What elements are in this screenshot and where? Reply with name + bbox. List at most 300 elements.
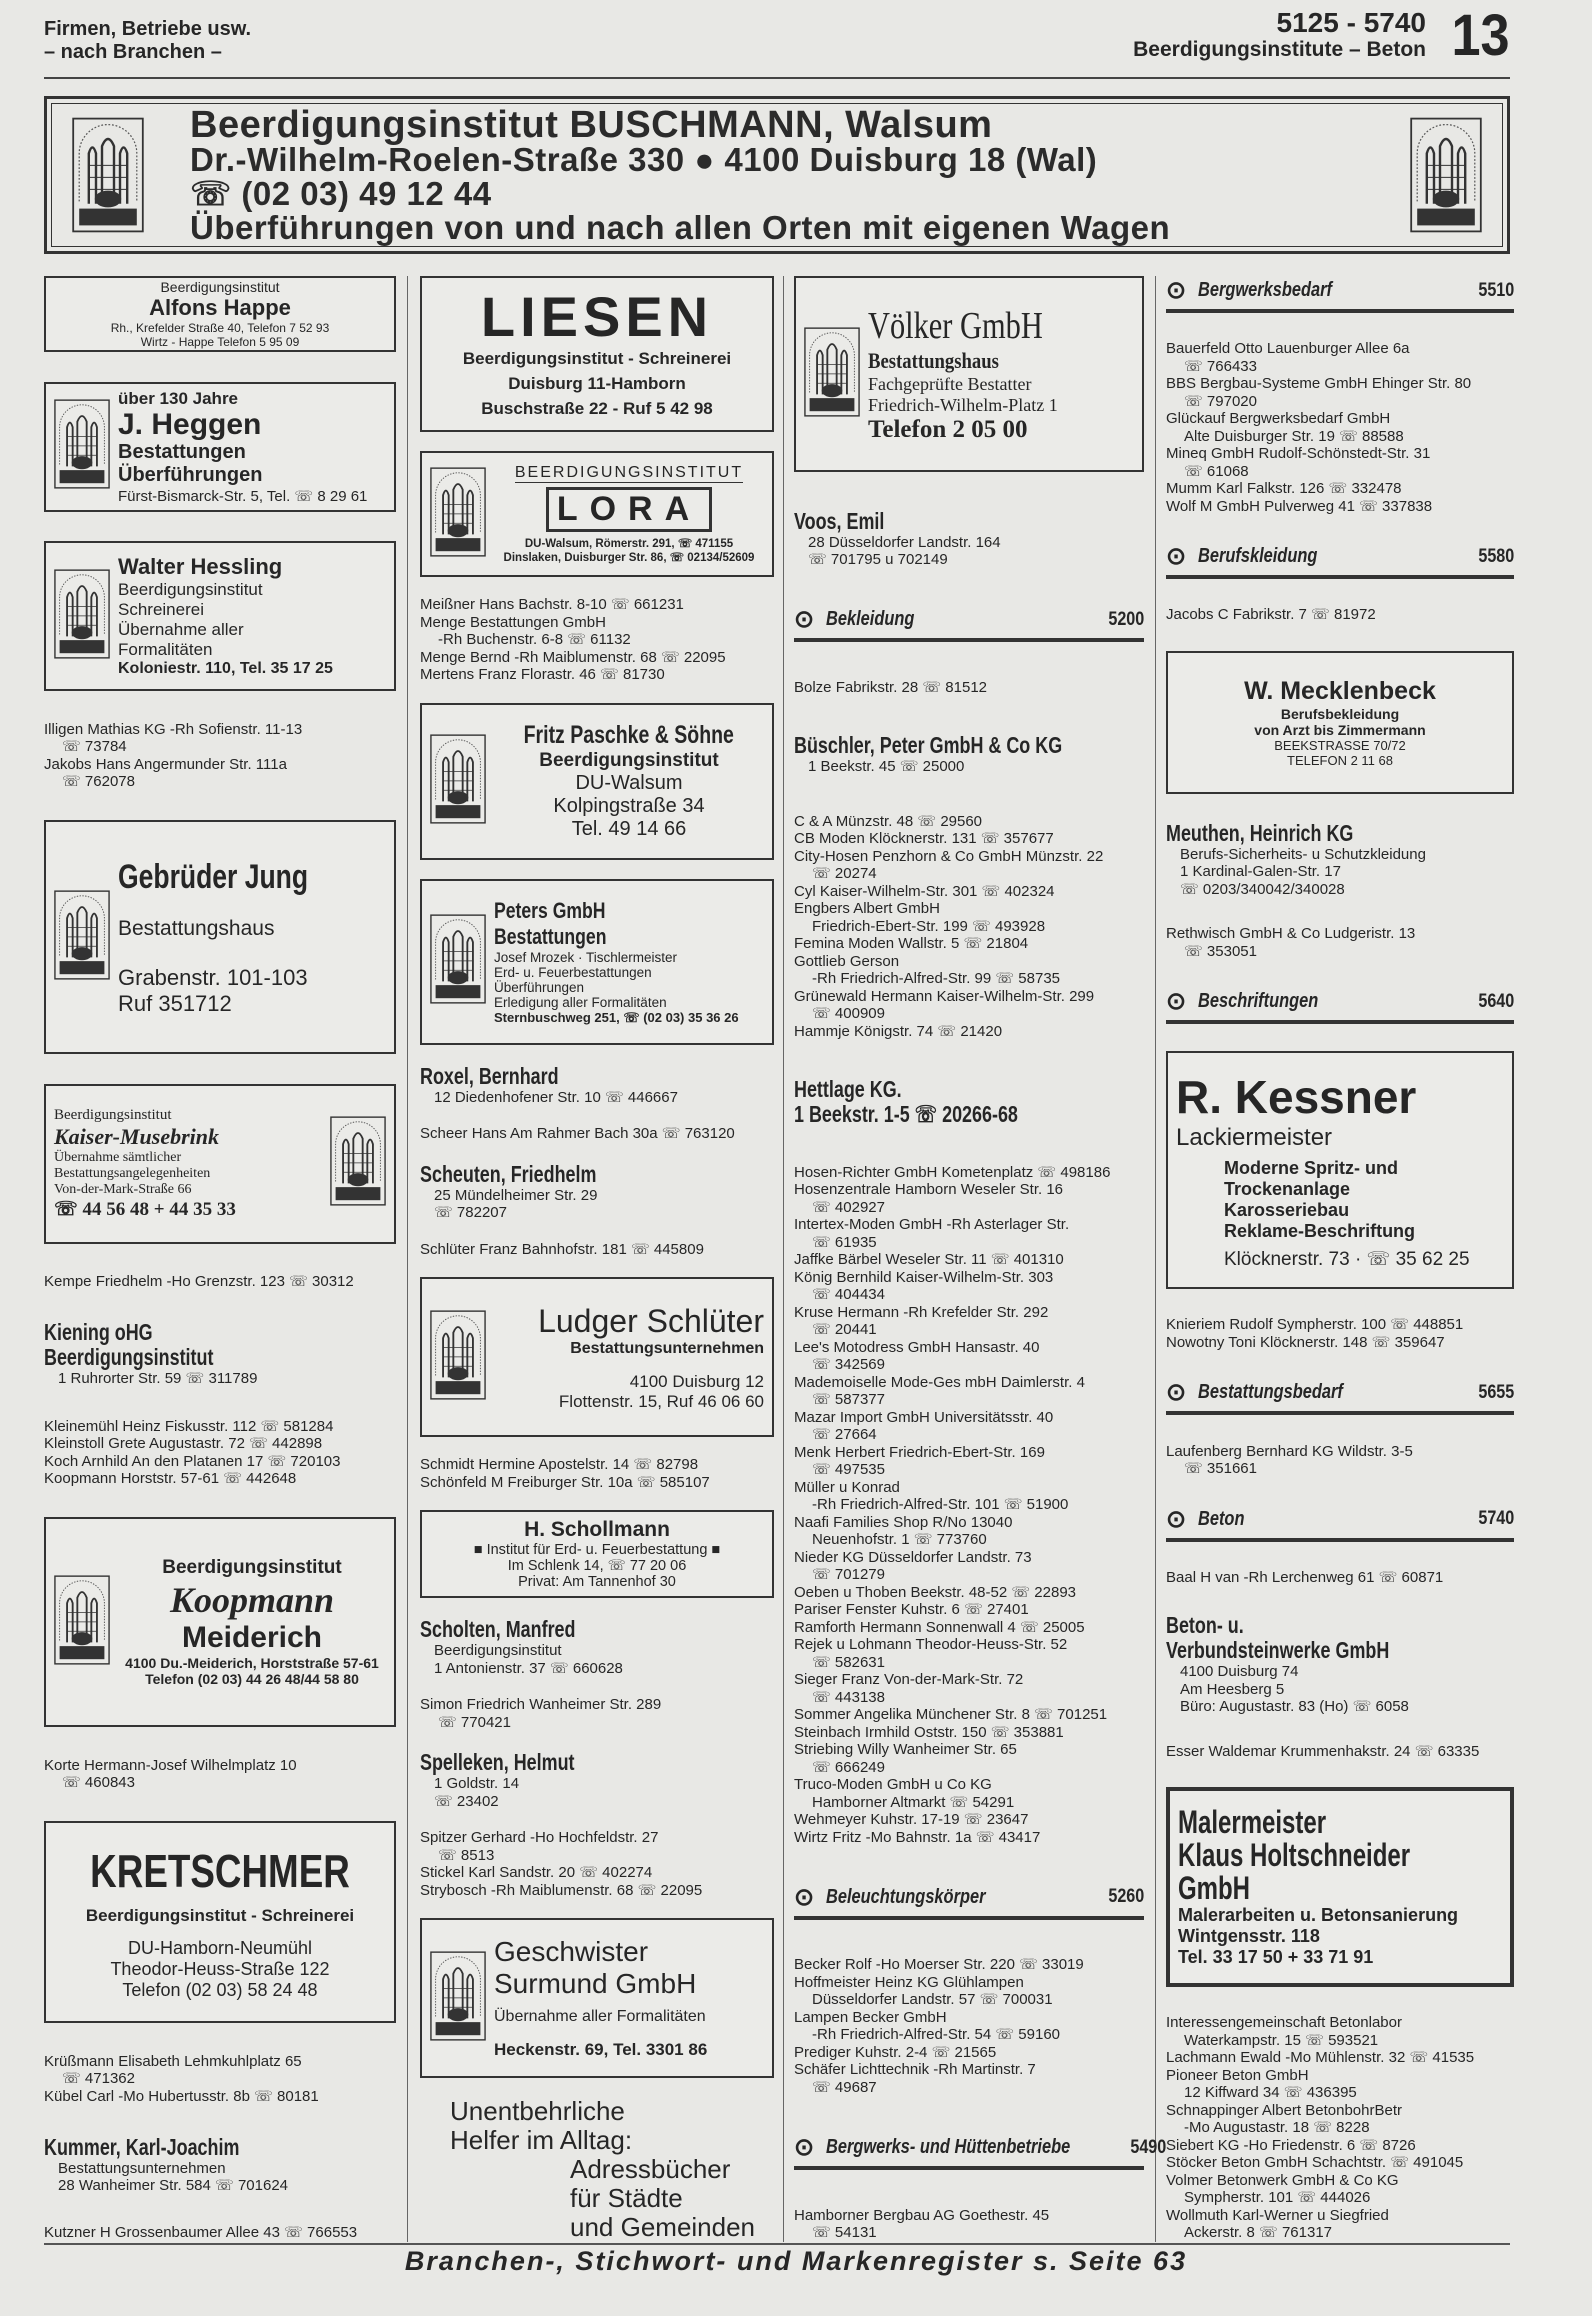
koopmann-ad (44, 1517, 396, 1727)
entry-detail: Waterkampstr. 15 ☏ 593521 (1184, 2031, 1379, 2049)
list-item (794, 1514, 1144, 1549)
paschke-ad (420, 703, 774, 860)
circled-dot-icon: ⊙ (794, 1883, 815, 1911)
section-code: 5580 (1478, 545, 1514, 567)
featured-detail: Büro: Augustastr. 83 (Ho) ☏ 6058 (1180, 1698, 1409, 1716)
entry-name: Strybosch -Rh Maiblumenstr. 68 ☏ 22095 (420, 1881, 703, 1899)
entry-name: Becker Rolf -Ho Moerser Str. 220 ☏ 33019 (794, 1956, 1084, 1974)
listing-entries (44, 2224, 396, 2242)
listing-entries (1166, 925, 1514, 960)
ad-line: TELEFON 2 11 68 (1287, 752, 1393, 768)
ad-line: Beerdigungsinstitut (539, 750, 719, 771)
entry-name: Hamborner Bergbau AG Goethestr. 45 (794, 2206, 1050, 2224)
page-header (0, 0, 1592, 80)
section-title: Bekleidung (826, 608, 915, 631)
list-item (794, 1374, 1144, 1409)
listing-entries (44, 1757, 396, 1792)
ad-line: Bestattungsangelegenheiten (54, 1165, 211, 1181)
list-item (1166, 1334, 1514, 1352)
listing-entries (1166, 2014, 1514, 2242)
ad-line: Beerdigungsinstitut (118, 580, 263, 600)
listing-entries (44, 1418, 396, 1488)
entry-detail: ☏ 587377 (812, 1391, 885, 1409)
column-1 (44, 276, 396, 2242)
entry-name: City-Hosen Penzhorn & Co GmbH Münzstr. 22 (794, 847, 1104, 865)
funeral-association-logo-icon (430, 1951, 486, 2046)
column-divider (1155, 276, 1156, 2242)
section-title: Beton (1198, 1507, 1245, 1530)
top-ad-address: Dr.-Wilhelm-Roelen-Straße 330 ● 4100 Duisburg 18 (Wal) (190, 141, 1098, 178)
entry-name: Wehmeyer Kuhstr. 17-19 ☏ 23647 (794, 1811, 1029, 1829)
listing-entries (794, 2207, 1144, 2242)
surmund-ad-text (494, 1936, 764, 2060)
list-item (794, 813, 1144, 831)
entry-name: Intertex-Moden GmbH -Rh Asterlager Str. (794, 1216, 1070, 1234)
list-item (794, 1706, 1144, 1724)
column-divider (407, 276, 408, 2242)
ad-line: J. Heggen (118, 407, 262, 441)
ad-line: Beerdigungsinstitut (160, 279, 280, 295)
entry-detail: ☏ 27664 (812, 1426, 877, 1444)
entry-name: Esser Waldemar Krummenhakstr. 24 ☏ 63335 (1166, 1742, 1480, 1760)
kretschmer-ad-text (54, 1844, 386, 2001)
ad-line: Josef Mrozek · Tischlermeister (494, 949, 678, 965)
ad-line: BEEKSTRASSE 70/72 (1274, 737, 1406, 753)
list-item (794, 900, 1144, 935)
circled-dot-icon: ⊙ (1166, 1505, 1187, 1533)
listing-columns (44, 276, 1514, 2242)
featured-detail: 1 Antonienstr. 37 ☏ 660628 (434, 1659, 623, 1677)
featured-listing (44, 2135, 396, 2195)
lora-ad (420, 451, 774, 577)
entry-detail: 12 Kiffward 34 ☏ 436395 (1184, 2084, 1357, 2102)
listing-entries (794, 813, 1144, 1041)
list-item (420, 1864, 774, 1882)
entry-detail: ☏ 766433 (1184, 357, 1257, 375)
ad-line: GmbH (1178, 1870, 1250, 1907)
ad-line: Klöcknerstr. 73 · ☏ 35 62 25 (1224, 1248, 1470, 1270)
circled-dot-icon: ⊙ (794, 2134, 815, 2162)
ad-line: Überführungen (494, 979, 585, 995)
voelker-ad (794, 276, 1144, 472)
featured-listing (44, 1320, 396, 1388)
entry-name: Kleinstoll Grete Augustastr. 72 ☏ 442898 (44, 1435, 323, 1452)
list-item (1166, 2172, 1514, 2207)
entry-name: Koch Arnhild An den Platanen 17 ☏ 720103 (44, 1452, 341, 1470)
featured-detail: 28 Wanheimer Str. 584 ☏ 701624 (58, 2177, 289, 2195)
funeral-association-logo-icon (72, 114, 144, 241)
section-code: 5490 (1130, 2136, 1167, 2158)
entry-detail: Sympherstr. 101 ☏ 444026 (1184, 2189, 1371, 2207)
ad-line: Malermeister (1178, 1804, 1327, 1841)
section-heading (794, 1883, 1144, 1920)
listing-entries (420, 1241, 774, 1259)
entry-name: Hosenzentrale Hamborn Weseler Str. 16 (794, 1181, 1064, 1199)
list-item (794, 1601, 1144, 1619)
circled-dot-icon: ⊙ (1166, 988, 1187, 1016)
paschke-ad-text (494, 721, 764, 841)
entry-name: Glückauf Bergwerksbedarf GmbH (1166, 410, 1391, 428)
section-heading (1166, 1505, 1514, 1542)
listing-entries (1166, 1743, 1514, 1761)
header-range: 5125 - 5740 (1276, 7, 1426, 38)
list-item (1166, 2049, 1514, 2067)
ad-line: W. Mecklenbeck (1244, 676, 1436, 705)
header-category: Firmen, Betriebe usw. (44, 18, 252, 40)
list-item (420, 1829, 774, 1864)
list-item (794, 1724, 1144, 1742)
entry-name: BBS Bergbau-Systeme GmbH Ehinger Str. 80 (1166, 375, 1472, 393)
entry-name: Grünewald Hermann Kaiser-Wilhelm-Str. 299 (794, 987, 1095, 1005)
entry-detail: ☏ 73784 (62, 738, 127, 756)
column-divider (783, 276, 784, 2242)
entry-name: Nowotny Toni Klöcknerstr. 148 ☏ 359647 (1166, 1333, 1445, 1351)
entry-detail: ☏ 762078 (62, 773, 135, 791)
entry-detail: ☏ 443138 (812, 1688, 885, 1706)
funeral-association-logo-icon (1410, 114, 1482, 241)
list-item (44, 2053, 396, 2088)
featured-name: Spelleken, Helmut (420, 1749, 575, 1775)
ad-line: über 130 Jahre (118, 388, 239, 408)
featured-name: Kummer, Karl-Joachim (44, 2133, 240, 2160)
ad-line: Völker GmbH (868, 305, 1043, 347)
featured-listing (420, 1617, 774, 1677)
featured-detail: Beerdigungsinstitut (434, 1642, 562, 1659)
ad-line: Telefon (02 03) 44 26 48/44 58 80 (145, 1671, 359, 1688)
list-item (1166, 340, 1514, 375)
column-3 (794, 276, 1167, 2242)
featured-name: 1 Beekstr. 1-5 ☏ 20266-68 (794, 1100, 1018, 1127)
ad-line: Flottenstr. 15, Ruf 46 06 60 (558, 1391, 764, 1411)
listing-entries (1166, 606, 1514, 624)
header-subtitle: Beerdigungsinstitute – Beton (1133, 38, 1426, 61)
entry-name: Naafi Families Shop R/No 13040 (794, 1513, 1013, 1531)
list-item (794, 1269, 1144, 1304)
entry-name: Stickel Karl Sandstr. 20 ☏ 402274 (420, 1864, 653, 1881)
entry-detail: ☏ 61935 (812, 1233, 877, 1251)
ad-line: Tel. 49 14 66 (571, 818, 687, 840)
entry-name: Jaffke Bärbel Weseler Str. 11 ☏ 401310 (794, 1251, 1064, 1269)
entry-name: Knieriem Rudolf Sympherstr. 100 ☏ 448851 (1166, 1316, 1464, 1334)
entry-name: Interessengemeinschaft Betonlabor (1166, 2014, 1402, 2032)
jung-ad (44, 820, 396, 1054)
entry-name: Siebert KG -Ho Friedenstr. 6 ☏ 8726 (1166, 2136, 1416, 2154)
entry-name: Kleinemühl Heinz Fiskusstr. 112 ☏ 581284 (44, 1417, 334, 1435)
section-heading (1166, 1378, 1514, 1415)
ad-line: Koopmann (169, 1580, 335, 1621)
entry-name: Menge Bestattungen GmbH (420, 613, 606, 631)
schlueter-ad-text (494, 1303, 764, 1412)
entry-name: Scheer Hans Am Rahmer Bach 30a ☏ 763120 (420, 1125, 735, 1142)
ad-line: ■ Institut für Erd- u. Feuerbestattung ■ (473, 1542, 721, 1558)
entry-name: Mazar Import GmbH Universitätsstr. 40 (794, 1408, 1054, 1426)
promo-line: und Gemeinden (570, 2212, 756, 2242)
ad-line: Dinslaken, Duisburger Str. 86, ☏ 02134/52609 (503, 552, 755, 564)
entry-detail: ☏ 402927 (812, 1198, 885, 1216)
listing-entries (420, 1125, 774, 1143)
entry-detail: ☏ 20274 (812, 865, 877, 883)
section-title: Berufskleidung (1198, 545, 1318, 568)
ad-line: Grabenstr. 101-103 (118, 964, 308, 990)
ad-line: Beerdigungsinstitut - Schreinerei (462, 348, 732, 368)
entry-name: Kempe Friedhelm -Ho Grenzstr. 123 ☏ 30312 (44, 1273, 354, 1291)
list-item (794, 1216, 1144, 1251)
liesen-ad-text (430, 284, 764, 421)
list-item (794, 1023, 1144, 1041)
featured-listing (794, 733, 1144, 776)
entry-name: Rethwisch GmbH & Co Ludgeristr. 13 (1166, 925, 1416, 943)
section-code: 5260 (1108, 1886, 1144, 1908)
funeral-association-logo-icon (54, 569, 110, 664)
section-code: 5655 (1478, 1381, 1514, 1403)
column-2 (420, 276, 774, 2242)
entry-name: Rejek u Lohmann Theodor-Heuss-Str. 52 (794, 1636, 1068, 1654)
footer-rule (44, 2243, 1510, 2245)
featured-listing (1166, 821, 1514, 899)
list-item (794, 988, 1144, 1023)
ad-line: Erd- u. Feuerbestattungen (494, 964, 652, 980)
list-item (794, 1339, 1144, 1374)
ad-line: Im Schlenk 14, ☏ 77 20 06 (507, 1558, 687, 1574)
list-item (1166, 2207, 1514, 2242)
ad-line: Friedrich-Wilhelm-Platz 1 (868, 395, 1058, 415)
entry-name: Sommer Angelika Münchener Str. 8 ☏ 701251 (794, 1706, 1108, 1724)
entry-name: Sieger Franz Von-der-Mark-Str. 72 (794, 1671, 1024, 1689)
entry-name: Schlüter Franz Bahnhofstr. 181 ☏ 445809 (420, 1240, 704, 1258)
list-item (44, 1435, 396, 1453)
peters-ad-text (494, 898, 764, 1026)
ad-line: BEERDIGUNGSINSTITUT (514, 464, 744, 481)
liesen-ad (420, 276, 774, 432)
ad-line: Buschstraße 22 - Ruf 5 42 98 (481, 398, 713, 418)
list-item (1166, 2102, 1514, 2137)
list-item (420, 614, 774, 649)
entry-detail: ☏ 666249 (812, 1758, 885, 1776)
ad-line: Privat: Am Tannenhof 30 (518, 1574, 676, 1590)
entry-name: Nieder KG Düsseldorfer Landstr. 73 (794, 1548, 1032, 1566)
entry-name: Striebing Willy Wanheimer Str. 65 (794, 1741, 1017, 1759)
ad-line: Surmund GmbH (494, 1968, 697, 1999)
promo-line: Adressbücher (570, 2154, 731, 2184)
entry-detail: Ackerstr. 8 ☏ 761317 (1184, 2224, 1333, 2242)
entry-name: Engbers Albert GmbH (794, 900, 940, 918)
list-item (794, 2009, 1144, 2044)
list-item (794, 935, 1144, 953)
entry-name: Meißner Hans Bachstr. 8-10 ☏ 661231 (420, 596, 684, 613)
list-item (794, 1409, 1144, 1444)
featured-name: Meuthen, Heinrich KG (1166, 819, 1354, 846)
entry-name: Prediger Kuhstr. 2-4 ☏ 21565 (794, 2043, 997, 2061)
entry-name: Hammje Königstr. 74 ☏ 21420 (794, 1022, 1003, 1040)
featured-detail: 1 Goldstr. 14 (434, 1775, 520, 1792)
listing-entries (1166, 340, 1514, 515)
ad-line: Alfons Happe (149, 295, 291, 320)
buschmann-ad (44, 96, 1510, 254)
featured-detail: Bestattungsunternehmen (58, 2159, 226, 2177)
ad-line: Übernahme aller Formalitäten (494, 2008, 706, 2025)
ad-line: Trockenanlage (1224, 1178, 1351, 1199)
entry-detail: ☏ 49687 (812, 2078, 877, 2096)
featured-detail: 12 Diedenhofener Str. 10 ☏ 446667 (434, 1088, 678, 1106)
section-heading (794, 2133, 1167, 2170)
ad-line: Erledigung aller Formalitäten (494, 994, 667, 1010)
entry-detail: -Rh Buchenstr. 6-8 ☏ 61132 (438, 631, 631, 648)
ad-line: Heckenstr. 69, Tel. 3301 86 (494, 2040, 708, 2059)
list-item (44, 1418, 396, 1436)
holtschneider-ad (1166, 1787, 1514, 1987)
list-item (1166, 498, 1514, 516)
entry-detail: ☏ 351661 (1184, 1460, 1257, 1478)
list-item (794, 1164, 1144, 1182)
list-item (794, 1549, 1144, 1584)
surmund-ad (420, 1918, 774, 2078)
jung-ad-text (118, 858, 386, 1017)
entry-name: Spitzer Gerhard -Ho Hochfeldstr. 27 (420, 1829, 659, 1846)
featured-listing (420, 1064, 774, 1107)
entry-name: Pioneer Beton GmbH (1166, 2066, 1309, 2084)
listing-entries (1166, 1443, 1514, 1478)
peters-ad (420, 879, 774, 1045)
featured-detail: ☏ 23402 (434, 1792, 499, 1810)
listing-entries (794, 1164, 1144, 1847)
entry-name: König Bernhild Kaiser-Wilhelm-Str. 303 (794, 1268, 1054, 1286)
ad-line: ☏ 44 56 48 + 44 35 33 (54, 1198, 236, 1220)
ad-line: Beerdigungsinstitut (162, 1557, 342, 1579)
featured-listing (420, 1750, 774, 1810)
entry-name: Bolze Fabrikstr. 28 ☏ 81512 (794, 679, 988, 697)
featured-detail: Berufs-Sicherheits- u Schutzkleidung (1180, 845, 1426, 863)
ad-line: 4100 Duisburg 12 (629, 1371, 764, 1391)
entry-detail: ☏ 497535 (812, 1461, 885, 1479)
entry-name: Baal H van -Rh Lerchenweg 61 ☏ 60871 (1166, 1568, 1444, 1586)
ad-line: Bestattungsunternehmen (570, 1339, 764, 1357)
entry-name: Schmidt Hermine Apostelstr. 14 ☏ 82798 (420, 1456, 699, 1473)
entry-detail: ☏ 400909 (812, 1005, 885, 1023)
entry-name: Schnappinger Albert BetonbohrBetr (1166, 2101, 1402, 2119)
section-title: Beschriftungen (1198, 990, 1319, 1013)
funeral-association-logo-icon (54, 1575, 110, 1670)
section-heading (1166, 276, 1514, 313)
list-item (1166, 1569, 1514, 1587)
entry-name: Oeben u Thoben Beekstr. 48-52 ☏ 22893 (794, 1583, 1077, 1601)
entry-name: Mineq GmbH Rudolf-Schönstedt-Str. 31 (1166, 445, 1431, 463)
entry-detail: ☏ 471362 (62, 2070, 135, 2088)
list-item (44, 1273, 396, 1291)
entry-detail: ☏ 8513 (438, 1846, 495, 1864)
entry-detail: ☏ 61068 (1184, 462, 1249, 480)
list-item (794, 2061, 1144, 2096)
featured-name: Hettlage KG. (794, 1075, 902, 1102)
entry-name: Stöcker Beton GmbH Schachtstr. ☏ 491045 (1166, 2154, 1464, 2172)
ad-line: Reklame-Beschriftung (1224, 1220, 1416, 1241)
section-code: 5640 (1478, 990, 1514, 1012)
entry-name: Menge Bernd -Rh Maiblumenstr. 68 ☏ 22095 (420, 648, 726, 666)
section-code: 5200 (1108, 608, 1144, 630)
schollmann-ad (420, 1510, 774, 1598)
featured-listing (794, 1077, 1144, 1127)
list-item (794, 1741, 1144, 1776)
list-item (44, 2224, 396, 2242)
ad-line: Bestattungshaus (118, 916, 275, 940)
entry-name: Schönfeld M Freiburger Str. 10a ☏ 585107 (420, 1473, 710, 1491)
list-item (794, 1444, 1144, 1479)
list-item (44, 1453, 396, 1471)
top-ad-slogan: Überführungen von und nach allen Orten mit eigenen Wagen (190, 209, 1171, 246)
schollmann-ad-text (430, 1518, 764, 1590)
ad-line: Meiderich (181, 1621, 323, 1655)
ad-line: Malerarbeiten u. Betonsanierung (1178, 1905, 1459, 1926)
list-item (794, 2207, 1144, 2242)
circled-dot-icon: ⊙ (1166, 277, 1187, 304)
list-item (420, 1125, 774, 1143)
entry-name: Korte Hermann-Josef Wilhelmplatz 10 (44, 1756, 297, 1774)
list-item (794, 1584, 1144, 1602)
list-item (44, 721, 396, 756)
entry-detail: ☏ 460843 (62, 1774, 135, 1792)
schlueter-ad (420, 1277, 774, 1437)
entry-name: Kruse Hermann -Rh Krefelder Str. 292 (794, 1303, 1049, 1321)
entry-name: Truco-Moden GmbH u Co KG (794, 1776, 992, 1794)
promo-line: für Städte (570, 2183, 683, 2213)
entry-detail: ☏ 770421 (438, 1713, 511, 1731)
ad-line: Tel. 33 17 50 + 33 71 91 (1178, 1947, 1374, 1968)
entry-detail: ☏ 797020 (1184, 392, 1257, 410)
happe-ad-text (54, 279, 386, 349)
featured-listing (420, 1162, 774, 1222)
featured-name: Voos, Emil (794, 507, 885, 534)
featured-name: Kiening oHG (44, 1319, 153, 1346)
list-item (44, 1470, 396, 1488)
ad-line: DU-Walsum, Römerstr. 291, ☏ 471155 (524, 538, 734, 550)
entry-name: Laufenberg Bernhard KG Wildstr. 3-5 (1166, 1442, 1413, 1460)
ad-line: R. Kessner (1176, 1070, 1417, 1123)
ad-line: Fürst-Bismarck-Str. 5, Tel. ☏ 8 29 61 (118, 487, 368, 505)
ad-line: Berufsbekleidung (1280, 705, 1400, 722)
featured-name: Verbundsteinwerke GmbH (1166, 1637, 1390, 1664)
top-ad-phone: ☏ (02 03) 49 12 44 (190, 175, 492, 212)
header-rule (44, 77, 1510, 79)
mecklenbeck-ad (1166, 651, 1514, 794)
ad-line: Theodor-Heuss-Straße 122 (110, 1958, 330, 1979)
entry-name: Bauerfeld Otto Lauenburger Allee 6a (1166, 340, 1410, 358)
list-item (420, 1882, 774, 1900)
ad-line: Koloniestr. 110, Tel. 35 17 25 (118, 660, 333, 678)
entry-name: Hosen-Richter GmbH Kometenplatz ☏ 498186 (794, 1163, 1111, 1181)
happe-ad (44, 276, 396, 352)
kessner-ad (1166, 1051, 1514, 1289)
entry-name: CB Moden Klöcknerstr. 131 ☏ 357677 (794, 830, 1054, 848)
ad-line: 4100 Du.-Meiderich, Horststraße 57-61 (125, 1655, 379, 1672)
featured-name: Scheuten, Friedhelm (420, 1160, 597, 1187)
featured-name: Scholten, Manfred (420, 1616, 576, 1642)
list-item (794, 953, 1144, 988)
featured-detail: 4100 Duisburg 74 (1180, 1663, 1299, 1681)
ad-line: LIESEN (480, 284, 714, 348)
entry-name: Ramforth Hermann Sonnenwall 4 ☏ 25005 (794, 1618, 1085, 1636)
ad-line: Fritz Paschke & Söhne (523, 721, 735, 749)
entry-name: Wolf M GmbH Pulverweg 41 ☏ 337838 (1166, 497, 1433, 515)
featured-detail: Am Heesberg 5 (1180, 1680, 1285, 1698)
list-item (420, 1696, 774, 1731)
entry-detail: Friedrich-Ebert-Str. 199 ☏ 493928 (812, 917, 1046, 935)
featured-detail: ☏ 701795 u 702149 (808, 551, 948, 569)
entry-name: Lampen Becker GmbH (794, 2008, 947, 2026)
ad-line: Peters GmbH (494, 897, 606, 923)
list-item (794, 1304, 1144, 1339)
ad-line: Wintgensstr. 118 (1178, 1926, 1320, 1947)
listing-entries (794, 1956, 1144, 2096)
ad-line: Ludger Schlüter (538, 1302, 764, 1339)
